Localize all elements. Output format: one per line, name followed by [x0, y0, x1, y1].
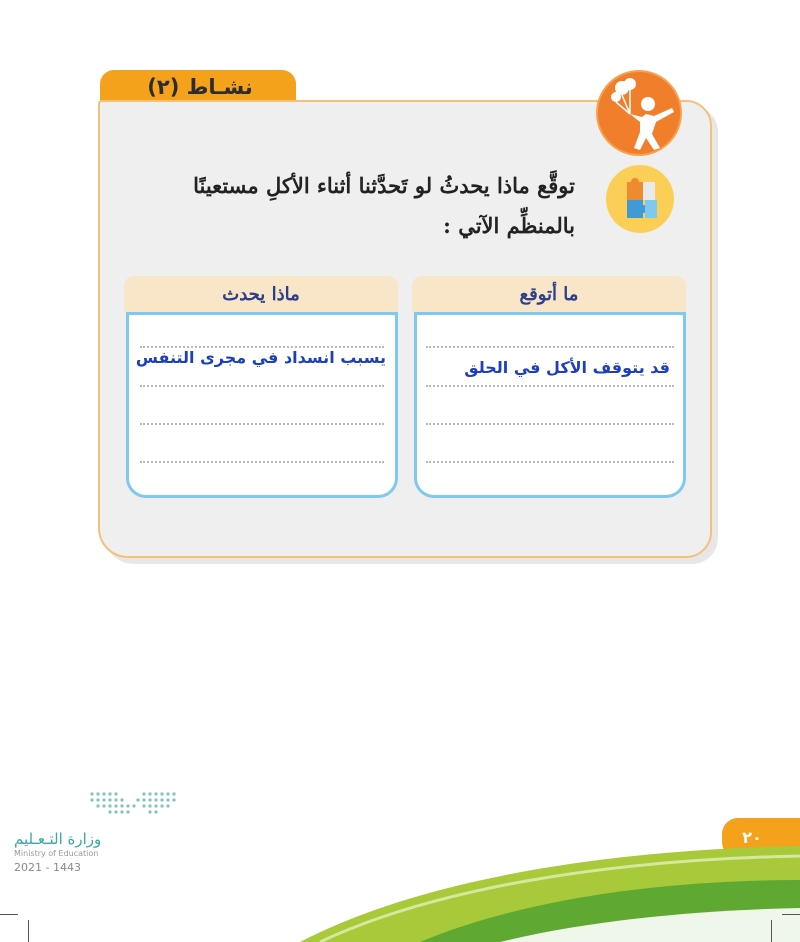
green-swoosh-decoration [300, 840, 800, 942]
crop-mark [782, 914, 800, 915]
page-number: ٢٠ [742, 828, 762, 847]
crop-mark [28, 920, 29, 942]
what-happens-answer-box[interactable] [126, 312, 398, 498]
writing-line [426, 346, 674, 348]
what-happens-answer-text: يسبب انسداد في مجرى التنفس [135, 348, 386, 367]
expect-answer-text: قد يتوقف الأكل في الحلق [464, 358, 670, 377]
instruction-text [150, 166, 575, 246]
writing-line [426, 385, 674, 387]
activity-label: نشـاط (٢) [147, 75, 253, 99]
instruction-line-2: بالمنظِّم الآتي : [443, 213, 575, 238]
child-balloon-icon [596, 70, 682, 156]
writing-line [140, 461, 384, 463]
puzzle-icon [605, 164, 675, 234]
ministry-name-english: Ministry of Education [14, 849, 99, 858]
writing-line [426, 461, 674, 463]
writing-line [140, 423, 384, 425]
writing-line [140, 385, 384, 387]
crop-mark [771, 920, 772, 942]
ministry-name-arabic: وزارة التـعـليم [14, 830, 102, 848]
what-happens-column-header: ماذا يحدث [124, 276, 398, 312]
ministry-year: 2021 - 1443 [14, 861, 81, 874]
expect-column-header: ما أتوقع [412, 276, 686, 312]
expect-answer-box[interactable] [414, 312, 686, 498]
writing-line [426, 423, 674, 425]
crop-mark [0, 914, 18, 915]
instruction-line-1: توقَّع ماذا يحدثُ لو تَحدَّثنا أثناء الأكلِ مستعينًا [193, 173, 575, 198]
